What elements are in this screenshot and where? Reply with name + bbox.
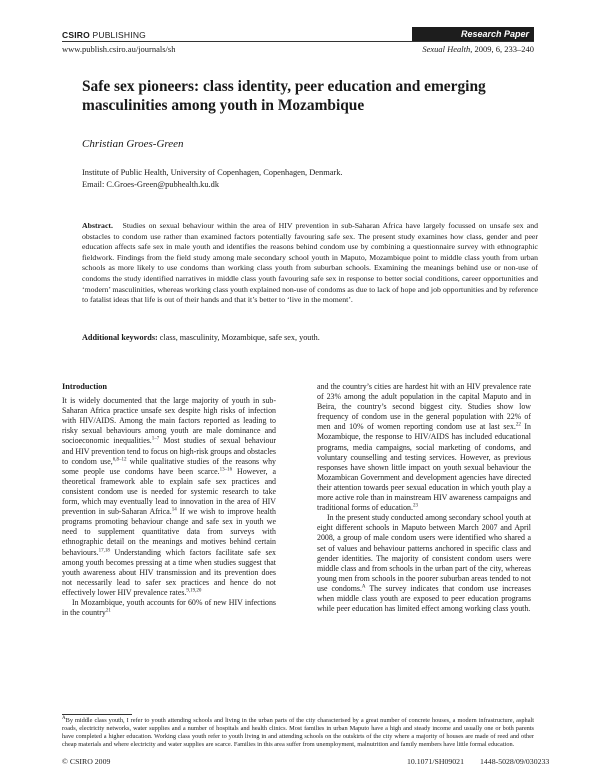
copyright: © CSIRO 2009 <box>62 757 111 766</box>
section-heading-introduction: Introduction <box>62 382 108 391</box>
issn: 1448-5028/09/030233 <box>480 757 550 766</box>
doi[interactable]: 10.1071/SH09021 <box>407 757 464 766</box>
author-name: Christian Groes-Green <box>82 138 184 150</box>
intro-paragraph-1: It is widely documented that the large majority of youth in sub-Saharan Africa practice unsafe sex despite high risks of infection with HIV/AIDS. Among the main factors reported as leading to risky sexual behaviours among youth are male dominance and socioeconomic inequalities.$^{1-7}$ Most studies of sexual behaviour and HIV prevention tend to focus on high-risk groups and obstacles to condom use,$^{6,8-12}$ while qualitative studies of the reasons why some people use condoms have been scarce.$^{13-16}$ However, a theoretical framework able to explain safe sex practices and consistent condom use is needed for systemic research to take form, which may eventually lead to innovation in the area of HIV prevention in sub-Saharan Africa.$^{14}$ If we wish to improve health programs promoting behaviour change and safe sex in youth we need to supplement quantitative data from surveys with ethnographic detail on the meanings and motives behind certain behaviours.$^{17,18}$ Understanding which factors facilitate safe sex among youth becomes pressing at a time when studies suggest that youth awareness about HIV transmission and its prevention does not necessarily lead to safer sex practices and hence do not effectively lower HIV prevalence rates.$^{9,19,20}$ <box>62 396 277 597</box>
footnote-rule <box>62 714 132 715</box>
journal-citation: Sexual Health, 2009, 6, 233–240 <box>422 44 534 54</box>
affiliation <box>82 167 343 191</box>
keywords-label: Additional keywords: <box>82 333 158 342</box>
body-column-right <box>317 382 531 614</box>
journal-url[interactable]: www.publish.csiro.au/journals/sh <box>62 44 176 54</box>
intro-paragraph-2-continued: and the country’s cities are hardest hit with an HIV prevalence rate of 23% among the adult population in the capital Maputo and in Beira, the country’s second biggest city. Studies show low frequency of condom use in the general population with 22% of men and 10% of women reporting condom use at last sex.$^{22}$ In Mozambique, the response to HIV/AIDS has included educational programs, media campaigns, social marketing of condoms, and voluntary counselling and testing services. However, as previous responses have shown little impact on youth sexual behaviour the Mozambican Government and development agencies have directed their attention towards peer sexual education in which youth play a more active role than in mainstream HIV awareness campaigns and traditional forms of education.$^{23}$ <box>317 382 531 513</box>
author-email[interactable]: Email: C.Groes-Green@pubhealth.ku.dk <box>82 180 220 189</box>
article-title: Safe sex pioneers: class identity, peer education and emerging masculinities among youth in Mozambique <box>82 78 486 114</box>
abstract <box>82 221 538 306</box>
abstract-text: Studies on sexual behaviour within the area of HIV prevention in sub-Saharan Africa have largely focussed on unsafe sex and obstacles to condom use rather than examined factors potentially favouring safe sex. The present study examines how class, gender and peer education affects safe sex in male youth and identifies the reasons behind condom use by combining a questionnaire survey with ethnographic fieldwork. Findings from the field study among male secondary school youth in Maputo, Mozambique point to middle class youth from urban schools as more likely to use condoms than working class youth from suburban schools. Examining the meanings behind use or non-use of condoms the study identified narratives in middle class youth favouring safe sex in response to better social conditions, career opportunities and ‘modern’ masculinities, whereas working class youth explained non-use of condoms as due to lack of hope and job opportunities and by reference to fatalist ideas that life is out of their hands and that it’s better to ‘live in the moment’. <box>82 221 538 305</box>
footnote-text: By middle class youth, I refer to youth attending schools and living in the urban parts of the city characterised by a great number of concrete houses, a modern infrastructure, asphalt roads, electricity networks, water supplies and a number of hospitals and health clinics. Most families in urban Maputo have a high and steady income and usually one or both parents have completed a higher education. Working class youth refer to youth living in and attending schools on the outskirts of the city where a majority of houses are made of reed and other cheap materials and where electricity and water supplies are scarce. Families in this area suffer from unemployment, malnutrition and family members have little formal education. <box>62 717 534 749</box>
affiliation-institution: Institute of Public Health, University of Copenhagen, Copenhagen, Denmark. <box>82 168 343 177</box>
publisher-logo: CSIRO PUBLISHING <box>62 30 146 40</box>
intro-paragraph-2-start: In Mozambique, youth accounts for 60% of new HIV infections in the country$^{21}$ <box>62 597 276 618</box>
paper-type-banner: Research Paper <box>412 27 534 41</box>
intro-paragraph-3: In the present study conducted among secondary school youth at eight different schools in Maputo between March 2007 and April 2008, a group of male condom users were identified who shared a set of values and behaviour patterns anchored in specific class and gender identities. The majority of consistent condom users were middle class and from schools in the urban part of the city, whereas young men from schools in the poorer suburban areas tended to not use condoms.$^A$ The survey indicates that condom use increases when middle class youth are exposed to peer education programs while peer education has limited effect among working class youth. <box>317 513 532 614</box>
keywords-text: class, masculinity, Mozambique, safe sex, youth. <box>159 333 320 342</box>
footnote <box>62 717 534 749</box>
footnote-marker: A <box>62 715 66 721</box>
header-rule <box>62 41 534 42</box>
body-column-left <box>62 382 276 618</box>
abstract-label: Abstract. <box>82 221 113 230</box>
keywords <box>82 333 538 342</box>
